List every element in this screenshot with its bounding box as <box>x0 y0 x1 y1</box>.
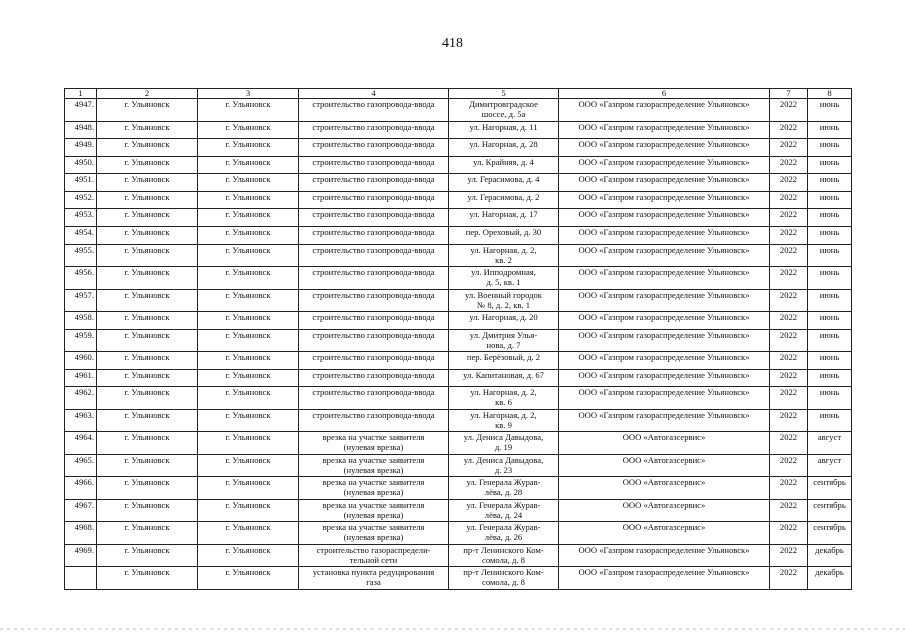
city-cell: г. Ульяновск <box>97 409 198 432</box>
month-cell: август <box>808 454 852 477</box>
row-number: 4968. <box>65 522 97 545</box>
address-cell-line: Димитровградское <box>469 99 538 109</box>
work-type-cell-line: врезка на участке заявителя <box>322 522 425 533</box>
address-cell <box>449 174 559 192</box>
region-cell: г. Ульяновск <box>198 522 299 545</box>
year-cell: 2022 <box>770 432 808 455</box>
region-cell: г. Ульяновск <box>198 244 299 267</box>
row-number: 4961. <box>65 369 97 387</box>
table-row <box>65 522 852 545</box>
region-cell: г. Ульяновск <box>198 352 299 370</box>
work-type-cell: строительство газопровода-ввода <box>299 191 449 209</box>
table-row <box>65 121 852 139</box>
row-number: 4967. <box>65 499 97 522</box>
executor-cell: ООО «Автогазсервис» <box>559 499 770 522</box>
work-type-cell: строительство газопровода-ввода <box>299 409 449 432</box>
table-row <box>65 227 852 245</box>
executor-cell: ООО «Газпром газораспределение Ульяновск» <box>559 387 770 410</box>
region-cell: г. Ульяновск <box>198 174 299 192</box>
work-type-cell <box>299 544 449 567</box>
month-cell: июнь <box>808 409 852 432</box>
month-cell: июнь <box>808 227 852 245</box>
address-cell <box>449 454 559 477</box>
address-cell <box>449 121 559 139</box>
address-cell <box>449 99 559 122</box>
header-cell: 3 <box>198 89 299 99</box>
month-cell: июнь <box>808 156 852 174</box>
executor-cell: ООО «Газпром газораспределение Ульяновск» <box>559 329 770 352</box>
month-cell: июнь <box>808 267 852 290</box>
city-cell: г. Ульяновск <box>97 267 198 290</box>
region-cell: г. Ульяновск <box>198 567 299 590</box>
work-type-cell: строительство газопровода-ввода <box>299 121 449 139</box>
address-cell-line: ул. Генерала Журав- <box>466 499 541 510</box>
table-row <box>65 477 852 500</box>
work-type-cell-line: (нулевая врезка) <box>343 464 404 475</box>
address-cell-line: ул. Крайняя, д. 4 <box>473 156 534 167</box>
city-cell: г. Ульяновск <box>97 454 198 477</box>
address-cell <box>449 387 559 410</box>
executor-cell: ООО «Автогазсервис» <box>559 477 770 500</box>
month-cell: июнь <box>808 174 852 192</box>
row-number: 4947. <box>65 99 97 122</box>
year-cell: 2022 <box>770 209 808 227</box>
work-type-cell: строительство газопровода-ввода <box>299 267 449 290</box>
work-type-cell: строительство газопровода-ввода <box>299 329 449 352</box>
work-type-cell <box>299 522 449 545</box>
executor-cell: ООО «Газпром газораспределение Ульяновск» <box>559 567 770 590</box>
address-cell-line: ул. Нагорная, д. 28 <box>469 139 538 150</box>
work-type-cell-line: тельной сети <box>349 554 398 565</box>
table-row <box>65 312 852 330</box>
month-cell: июнь <box>808 289 852 312</box>
address-cell-line: ул. Капитановая, д. 67 <box>463 369 544 380</box>
address-cell <box>449 369 559 387</box>
header-cell: 1 <box>65 89 97 99</box>
executor-cell: ООО «Газпром газораспределение Ульяновск» <box>559 352 770 370</box>
year-cell: 2022 <box>770 121 808 139</box>
work-type-cell: строительство газопровода-ввода <box>299 244 449 267</box>
row-number: 4953. <box>65 209 97 227</box>
year-cell: 2022 <box>770 312 808 330</box>
address-cell <box>449 227 559 245</box>
work-type-cell-line: врезка на участке заявителя <box>322 477 425 488</box>
row-number: 4954. <box>65 227 97 245</box>
address-cell <box>449 244 559 267</box>
address-cell-line: пер. Ореховый, д. 30 <box>465 227 542 238</box>
table-row <box>65 174 852 192</box>
month-cell: декабрь <box>808 544 852 567</box>
address-cell-line: ул. Нагорная, д. 20 <box>469 312 538 323</box>
address-cell-line: кв. 9 <box>495 419 512 430</box>
city-cell: г. Ульяновск <box>97 387 198 410</box>
address-cell-line: ул. Генерала Журав- <box>466 522 541 533</box>
executor-cell: ООО «Газпром газораспределение Ульяновск» <box>559 139 770 157</box>
table-row <box>65 267 852 290</box>
table-row <box>65 499 852 522</box>
address-cell-line: пр-т Ленинского Ком- <box>463 567 544 578</box>
city-cell: г. Ульяновск <box>97 99 198 122</box>
work-type-cell: строительство газопровода-ввода <box>299 99 449 122</box>
header-cell: 7 <box>770 89 808 99</box>
work-type-cell-line: (нулевая врезка) <box>343 442 404 453</box>
city-cell: г. Ульяновск <box>97 329 198 352</box>
address-cell <box>449 191 559 209</box>
work-type-cell: строительство газопровода-ввода <box>299 352 449 370</box>
city-cell: г. Ульяновск <box>97 174 198 192</box>
header-row <box>65 89 852 99</box>
city-cell: г. Ульяновск <box>97 121 198 139</box>
work-type-cell-line: установка пункта редуцирования <box>312 567 435 578</box>
address-cell <box>449 139 559 157</box>
month-cell: июнь <box>808 139 852 157</box>
address-cell-line: ул. Нагорная, д. 2, <box>470 409 537 420</box>
row-number: 4962. <box>65 387 97 410</box>
city-cell: г. Ульяновск <box>97 544 198 567</box>
work-type-cell: строительство газопровода-ввода <box>299 209 449 227</box>
table-row <box>65 99 852 122</box>
address-cell-line: ул. Дениса Давыдова, <box>463 454 544 465</box>
region-cell: г. Ульяновск <box>198 121 299 139</box>
address-cell-line: ул. Нагорная, д. 2, <box>470 244 537 255</box>
year-cell: 2022 <box>770 191 808 209</box>
address-cell-line: пр-т Ленинского Ком- <box>463 544 544 555</box>
table-row <box>65 289 852 312</box>
row-number: 4960. <box>65 352 97 370</box>
row-number <box>65 567 97 590</box>
executor-cell: ООО «Газпром газораспределение Ульяновск» <box>559 409 770 432</box>
work-type-cell <box>299 454 449 477</box>
city-cell: г. Ульяновск <box>97 352 198 370</box>
row-number: 4966. <box>65 477 97 500</box>
year-cell: 2022 <box>770 156 808 174</box>
work-type-cell-line: строительство газораспредели- <box>316 544 431 555</box>
address-cell-line: кв. 2 <box>495 254 512 265</box>
table-row <box>65 387 852 410</box>
month-cell: июнь <box>808 369 852 387</box>
table-row <box>65 329 852 352</box>
address-cell-line: ул. Нагорная, д. 17 <box>469 209 538 220</box>
region-cell: г. Ульяновск <box>198 329 299 352</box>
work-type-cell-line: врезка на участке заявителя <box>322 499 425 510</box>
work-type-cell <box>299 477 449 500</box>
address-cell-line: лёва, д. 28 <box>484 487 523 498</box>
month-cell: июнь <box>808 312 852 330</box>
page-number: 418 <box>442 36 463 51</box>
executor-cell: ООО «Газпром газораспределение Ульяновск» <box>559 312 770 330</box>
row-number: 4955. <box>65 244 97 267</box>
address-cell-line: ул. Ипподромная, <box>471 267 536 278</box>
year-cell: 2022 <box>770 329 808 352</box>
header-cell: 8 <box>808 89 852 99</box>
address-cell-line: д. 19 <box>494 442 513 453</box>
region-cell: г. Ульяновск <box>198 477 299 500</box>
address-cell <box>449 209 559 227</box>
work-type-cell: строительство газопровода-ввода <box>299 369 449 387</box>
address-cell-line: кв. 6 <box>495 397 512 408</box>
region-cell: г. Ульяновск <box>198 156 299 174</box>
row-number: 4952. <box>65 191 97 209</box>
month-cell: июнь <box>808 329 852 352</box>
row-number: 4963. <box>65 409 97 432</box>
address-cell-line: ул. Герасимова, д. 4 <box>467 174 540 185</box>
address-cell <box>449 312 559 330</box>
address-cell-line: ул. Дмитрия Улья- <box>469 329 538 340</box>
month-cell: июнь <box>808 387 852 410</box>
executor-cell: ООО «Газпром газораспределение Ульяновск» <box>559 227 770 245</box>
row-number: 4951. <box>65 174 97 192</box>
work-type-cell: строительство газопровода-ввода <box>299 312 449 330</box>
address-cell-line: ул. Военный городок <box>465 289 542 300</box>
year-cell: 2022 <box>770 227 808 245</box>
region-cell: г. Ульяновск <box>198 289 299 312</box>
month-cell: август <box>808 432 852 455</box>
city-cell: г. Ульяновск <box>97 477 198 500</box>
address-cell <box>449 499 559 522</box>
month-cell: июнь <box>808 209 852 227</box>
address-cell <box>449 289 559 312</box>
region-cell: г. Ульяновск <box>198 227 299 245</box>
year-cell: 2022 <box>770 477 808 500</box>
table-row <box>65 409 852 432</box>
executor-cell: ООО «Газпром газораспределение Ульяновск» <box>559 121 770 139</box>
address-cell-line: сомола, д. 8 <box>482 577 525 588</box>
row-number: 4957. <box>65 289 97 312</box>
region-cell: г. Ульяновск <box>198 267 299 290</box>
region-cell: г. Ульяновск <box>198 409 299 432</box>
month-cell: июнь <box>808 99 852 122</box>
header-cell: 6 <box>559 89 770 99</box>
row-number: 4958. <box>65 312 97 330</box>
year-cell: 2022 <box>770 139 808 157</box>
address-cell-line: пер. Берёзовый, д. 2 <box>466 352 541 363</box>
address-cell-line: ул. Нагорная, д. 11 <box>469 121 538 132</box>
city-cell: г. Ульяновск <box>97 139 198 157</box>
table-row <box>65 544 852 567</box>
work-type-cell-line: (нулевая врезка) <box>343 532 404 543</box>
row-number: 4948. <box>65 121 97 139</box>
year-cell: 2022 <box>770 267 808 290</box>
executor-cell: ООО «Газпром газораспределение Ульяновск» <box>559 544 770 567</box>
work-type-cell <box>299 499 449 522</box>
month-cell: сентябрь <box>808 499 852 522</box>
region-cell: г. Ульяновск <box>198 387 299 410</box>
work-type-cell-line: газа <box>366 577 381 588</box>
gas-works-table <box>64 88 852 590</box>
row-number: 4949. <box>65 139 97 157</box>
executor-cell: ООО «Газпром газораспределение Ульяновск» <box>559 174 770 192</box>
address-cell-line: шоссе, д. 5а <box>481 109 526 119</box>
city-cell: г. Ульяновск <box>97 567 198 590</box>
address-cell-line: д. 23 <box>494 464 513 475</box>
table-row <box>65 352 852 370</box>
region-cell: г. Ульяновск <box>198 544 299 567</box>
address-cell-line: лёва, д. 24 <box>484 509 523 520</box>
city-cell: г. Ульяновск <box>97 289 198 312</box>
address-cell-line: ул. Герасимова, д. 2 <box>467 191 540 202</box>
region-cell: г. Ульяновск <box>198 432 299 455</box>
work-type-cell: строительство газопровода-ввода <box>299 174 449 192</box>
work-type-cell <box>299 432 449 455</box>
executor-cell: ООО «Газпром газораспределение Ульяновск» <box>559 156 770 174</box>
region-cell: г. Ульяновск <box>198 99 299 122</box>
table-row <box>65 156 852 174</box>
region-cell: г. Ульяновск <box>198 312 299 330</box>
city-cell: г. Ульяновск <box>97 209 198 227</box>
year-cell: 2022 <box>770 544 808 567</box>
city-cell: г. Ульяновск <box>97 522 198 545</box>
address-cell-line: сомола, д. 8 <box>482 554 525 565</box>
work-type-cell: строительство газопровода-ввода <box>299 289 449 312</box>
row-number: 4950. <box>65 156 97 174</box>
region-cell: г. Ульяновск <box>198 369 299 387</box>
address-cell-line: ул. Дениса Давыдова, <box>463 432 544 443</box>
city-cell: г. Ульяновск <box>97 244 198 267</box>
executor-cell: ООО «Газпром газораспределение Ульяновск» <box>559 244 770 267</box>
row-number: 4969. <box>65 544 97 567</box>
work-type-cell: строительство газопровода-ввода <box>299 139 449 157</box>
year-cell: 2022 <box>770 387 808 410</box>
work-type-cell-line: (нулевая врезка) <box>343 509 404 520</box>
month-cell: сентябрь <box>808 522 852 545</box>
executor-cell: ООО «Автогазсервис» <box>559 432 770 455</box>
address-cell-line: д. 5, кв. 1 <box>486 277 521 288</box>
address-cell-line: ул. Генерала Журав- <box>466 477 541 488</box>
executor-cell: ООО «Газпром газораспределение Ульяновск» <box>559 369 770 387</box>
work-type-cell-line: (нулевая врезка) <box>343 487 404 498</box>
address-cell <box>449 544 559 567</box>
address-cell-line: лёва, д. 26 <box>484 532 523 543</box>
address-cell <box>449 477 559 500</box>
city-cell: г. Ульяновск <box>97 312 198 330</box>
scan-edge <box>0 628 905 630</box>
year-cell: 2022 <box>770 567 808 590</box>
year-cell: 2022 <box>770 499 808 522</box>
city-cell: г. Ульяновск <box>97 499 198 522</box>
header-cell: 4 <box>299 89 449 99</box>
work-type-cell: строительство газопровода-ввода <box>299 387 449 410</box>
address-cell-line: № 8, д. 2, кв. 1 <box>476 299 531 310</box>
row-number: 4959. <box>65 329 97 352</box>
year-cell: 2022 <box>770 522 808 545</box>
region-cell: г. Ульяновск <box>198 454 299 477</box>
year-cell: 2022 <box>770 352 808 370</box>
table-body <box>65 99 852 590</box>
month-cell: июнь <box>808 352 852 370</box>
table-row <box>65 432 852 455</box>
table-row <box>65 244 852 267</box>
address-cell <box>449 156 559 174</box>
address-cell <box>449 352 559 370</box>
city-cell: г. Ульяновск <box>97 156 198 174</box>
executor-cell: ООО «Автогазсервис» <box>559 454 770 477</box>
month-cell: июнь <box>808 121 852 139</box>
work-type-cell-line: врезка на участке заявителя <box>322 432 425 443</box>
address-cell <box>449 522 559 545</box>
year-cell: 2022 <box>770 99 808 122</box>
table-row <box>65 191 852 209</box>
city-cell: г. Ульяновск <box>97 369 198 387</box>
address-cell-line: нова, д. 7 <box>486 339 521 350</box>
month-cell: сентябрь <box>808 477 852 500</box>
table-row <box>65 369 852 387</box>
year-cell: 2022 <box>770 244 808 267</box>
region-cell: г. Ульяновск <box>198 499 299 522</box>
city-cell: г. Ульяновск <box>97 432 198 455</box>
month-cell: декабрь <box>808 567 852 590</box>
table-row <box>65 454 852 477</box>
row-number: 4964. <box>65 432 97 455</box>
work-type-cell <box>299 567 449 590</box>
executor-cell: ООО «Газпром газораспределение Ульяновск» <box>559 191 770 209</box>
executor-cell: ООО «Газпром газораспределение Ульяновск» <box>559 289 770 312</box>
header-cell: 5 <box>449 89 559 99</box>
address-cell <box>449 267 559 290</box>
month-cell: июнь <box>808 191 852 209</box>
work-type-cell-line: врезка на участке заявителя <box>322 454 425 465</box>
year-cell: 2022 <box>770 369 808 387</box>
year-cell: 2022 <box>770 454 808 477</box>
city-cell: г. Ульяновск <box>97 227 198 245</box>
region-cell: г. Ульяновск <box>198 139 299 157</box>
region-cell: г. Ульяновск <box>198 191 299 209</box>
row-number: 4956. <box>65 267 97 290</box>
year-cell: 2022 <box>770 289 808 312</box>
table-row <box>65 139 852 157</box>
executor-cell: ООО «Газпром газораспределение Ульяновск» <box>559 267 770 290</box>
header-cell: 2 <box>97 89 198 99</box>
city-cell: г. Ульяновск <box>97 191 198 209</box>
address-cell-line: ул. Нагорная, д. 2, <box>470 387 537 398</box>
work-type-cell: строительство газопровода-ввода <box>299 156 449 174</box>
work-type-cell: строительство газопровода-ввода <box>299 227 449 245</box>
row-number: 4965. <box>65 454 97 477</box>
executor-cell: ООО «Автогазсервис» <box>559 522 770 545</box>
table-row <box>65 567 852 590</box>
year-cell: 2022 <box>770 409 808 432</box>
address-cell <box>449 432 559 455</box>
year-cell: 2022 <box>770 174 808 192</box>
executor-cell: ООО «Газпром газораспределение Ульяновск» <box>559 209 770 227</box>
region-cell: г. Ульяновск <box>198 209 299 227</box>
table-row <box>65 209 852 227</box>
executor-cell: ООО «Газпром газораспределение Ульяновск» <box>559 99 770 122</box>
address-cell <box>449 329 559 352</box>
address-cell <box>449 567 559 590</box>
month-cell: июнь <box>808 244 852 267</box>
address-cell <box>449 409 559 432</box>
